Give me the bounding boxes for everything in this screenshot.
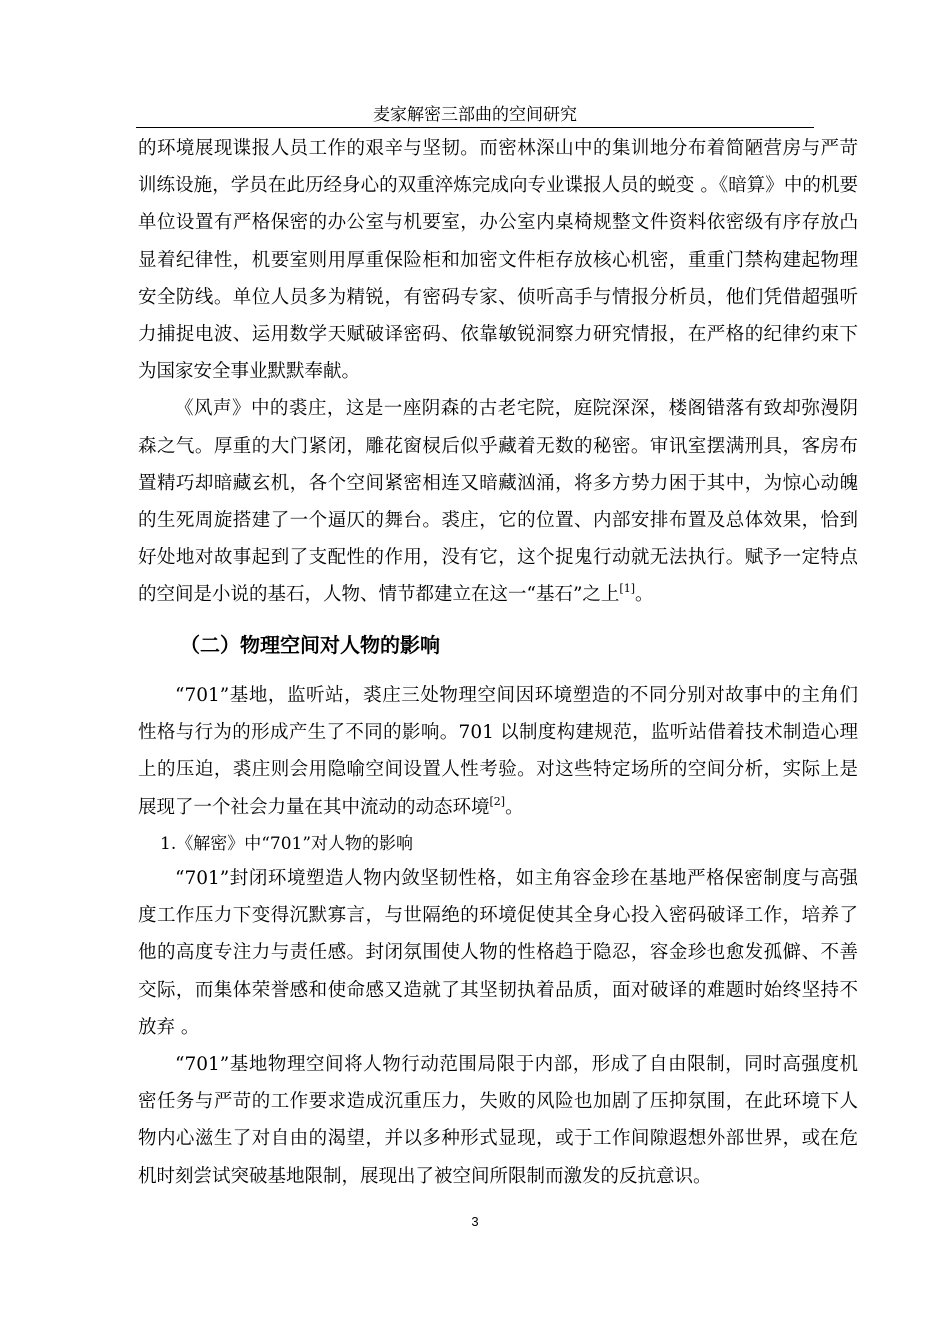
section2-body	[138, 677, 858, 826]
paragraph-text: “701”基地，监听站，裘庄三处物理空间因环境塑造的不同分别对故事中的主角们性格与行为的形成产生了不同的影响。701 以制度构建规范，监听站借着技术制造心理上的压迫，裘庄则会用隐喻空间设置人性考验。对这些特定场所的空间分析，实际上是展现了一个社会力量在其中流动的动态环境	[138, 685, 858, 818]
paragraph: 的环境展现谍报人员工作的艰辛与坚韧。而密林深山中的集训地分布着简陋营房与严苛训练设施，学员在此历经身心的双重淬炼完成向专业谍报人员的蜕变 。《暗算》中的机要单位设置有严格保密的办公室与机要室，办公室内桌椅规整文件资料依密级有序存放凸显着纪律性，机要室则用厚重保险柜和加密文件柜存放核心机密，重重门禁构建起物理安全防线。单位人员多为精锐，有密码专家、侦听高手与情报分析员，他们凭借超强听力捕捉电波、运用数学天赋破译密码、依靠敏锐洞察力研究情报，在严格的纪律约束下为国家安全事业默默奉献。	[138, 138, 858, 383]
section2-body-cont	[138, 860, 858, 1195]
header-rule	[136, 127, 814, 128]
section-heading: （二）物理空间对人物的影响	[180, 633, 440, 657]
subsection-heading: 1.《解密》中“701”对人物的影响	[160, 834, 414, 854]
paragraph	[138, 677, 858, 826]
paragraph-end: 。	[635, 584, 654, 606]
paragraph-end: 。	[505, 796, 524, 818]
page-number: 3	[471, 1214, 479, 1229]
paragraph-text: 《风声》中的裘庄，这是一座阴森的古老宅院，庭院深深，楼阁错落有致却弥漫阴森之气。厚重的大门紧闭，雕花窗棂后似乎藏着无数的秘密。审讯室摆满刑具，客房布置精巧却暗藏玄机，各个空间紧密相连又暗藏汹涌，将多方势力困于其中，为惊心动魄的生死周旋搭建了一个逼仄的舞台。裘庄，它的位置、内部安排布置及总体效果，恰到好处地对故事起到了支配性的作用，没有它，这个捉鬼行动就无法执行。赋予一定特点的空间是小说的基石，人物、情节都建立在这一“基石”之上	[138, 398, 858, 606]
section1-body	[138, 130, 858, 614]
paragraph	[138, 390, 858, 613]
paragraph: “701”封闭环境塑造人物内敛坚韧性格，如主角容金珍在基地严格保密制度与高强度工作压力下变得沉默寡言，与世隔绝的环境促使其全身心投入密码破译工作，培养了他的高度专注力与责任感。封闭氛围使人物的性格趋于隐忍，容金珍也愈发孤僻、不善交际，而集体荣誉感和使命感又造就了其坚韧执着品质，面对破译的难题时始终坚持不放弃 。	[138, 868, 858, 1038]
running-header: 麦家解密三部曲的空间研究	[373, 105, 577, 125]
citation-ref: [2]	[489, 794, 506, 808]
paragraph: “701”基地物理空间将人物行动范围局限于内部，形成了自由限制，同时高强度机密任务与严苛的工作要求造成沉重压力，失败的风险也加剧了压抑氛围，在此环境下人物内心滋生了对自由的渴望，并以多种形式显现，或于工作间隙遐想外部世界，或在危机时刻尝试突破基地限制，展现出了被空间所限制而激发的反抗意识。	[138, 1054, 858, 1187]
citation-ref: [1]	[619, 582, 636, 596]
